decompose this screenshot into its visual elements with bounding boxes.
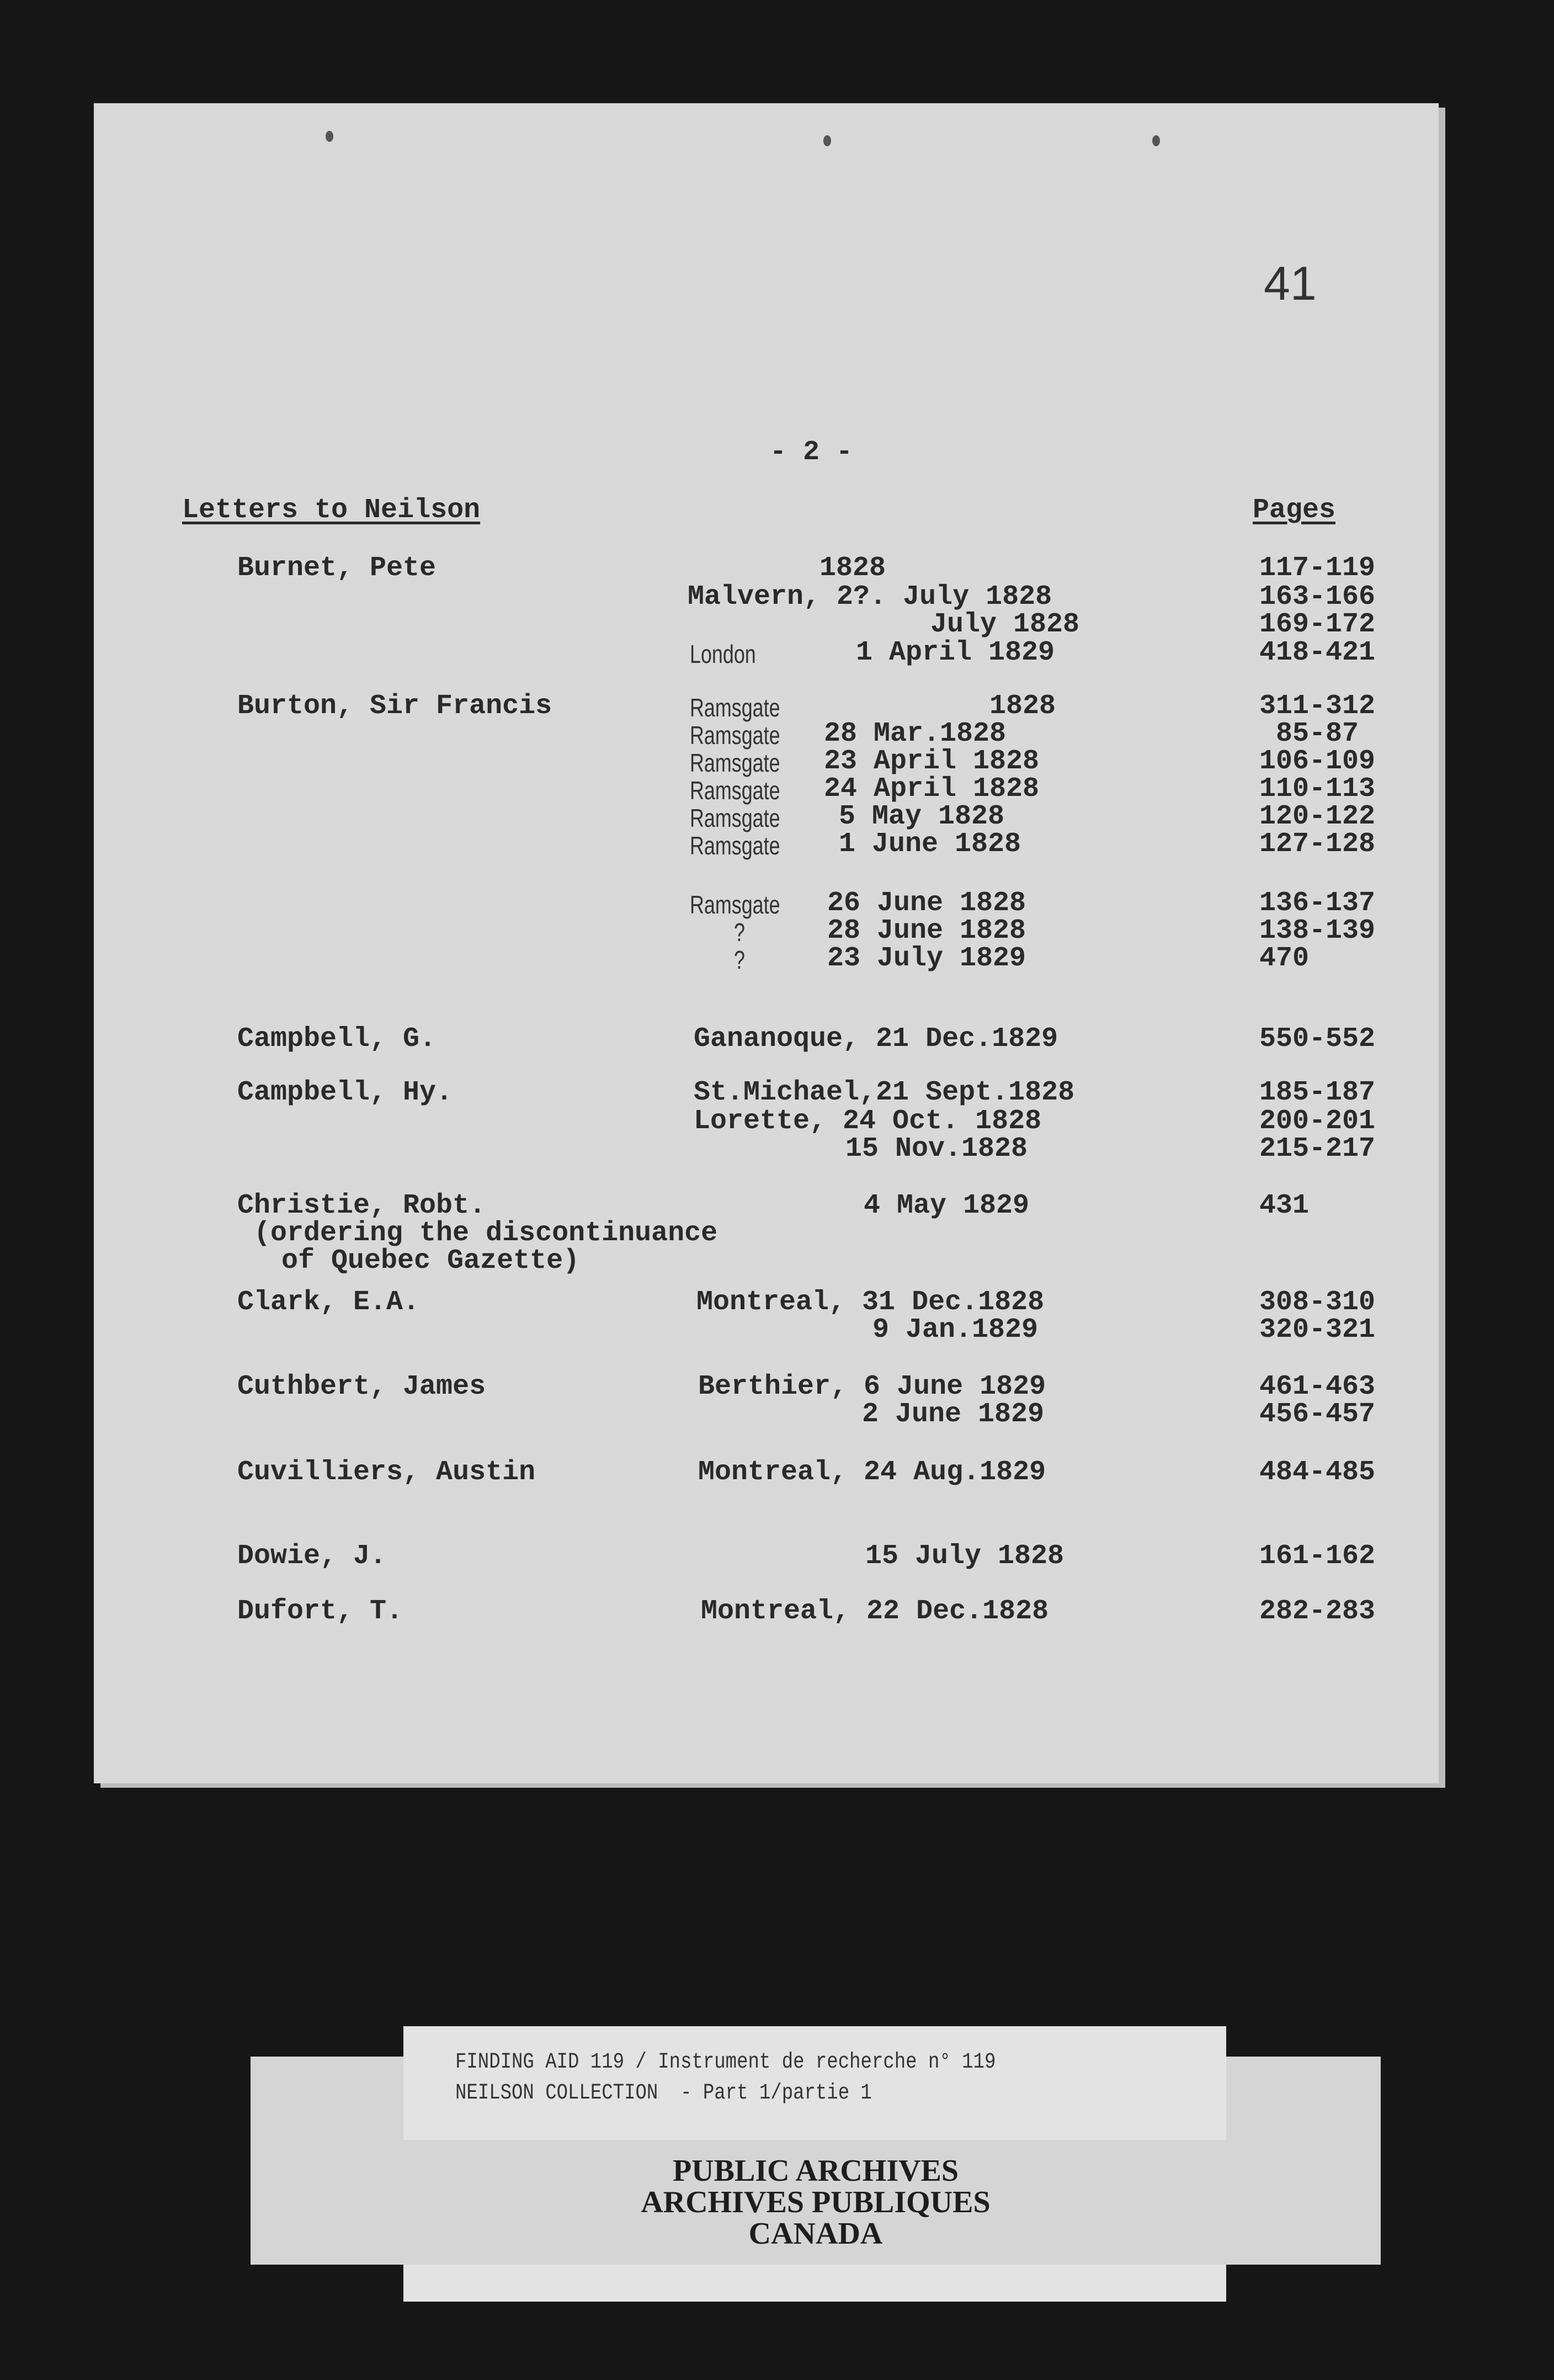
correspondent-name: Burton, Sir Francis [237, 690, 552, 722]
correspondent-name: Cuvilliers, Austin [237, 1457, 536, 1488]
letter-date: 28 Mar.1828 [824, 718, 1007, 750]
letter-pages: 311-312 [1259, 690, 1376, 722]
letter-pages: 418-421 [1259, 637, 1376, 668]
pages-heading: Pages [1253, 495, 1336, 526]
folio-number: 41 [1264, 257, 1317, 310]
correspondent-name: Clark, E.A. [237, 1287, 420, 1318]
correspondent-name: Dowie, J. [237, 1540, 387, 1572]
punch-hole [823, 135, 831, 146]
letter-date: Lorette, 24 Oct. 1828 [694, 1106, 1042, 1137]
correspondent-name: Campbell, Hy. [237, 1077, 453, 1108]
letter-date: 1828 [819, 552, 886, 584]
letter-pages: 470 [1259, 943, 1310, 974]
label-line-2: NEILSON COLLECTION - Part 1/partie 1 [455, 2081, 872, 2106]
letter-place: London [690, 640, 756, 668]
letter-place: ? [734, 918, 745, 947]
letter-date: Berthier, 6 June 1829 [698, 1371, 1046, 1402]
letter-place: Ramsgate [690, 748, 780, 777]
letter-date: Malvern, 2?. July 1828 [688, 581, 1052, 613]
letter-date: 1 April 1829 [856, 637, 1055, 668]
letter-pages: 163-166 [1259, 581, 1376, 613]
entry-note: of Quebec Gazette) [281, 1245, 580, 1277]
page-marker: - 2 - [770, 437, 853, 468]
letter-pages: 320-321 [1259, 1314, 1376, 1346]
letter-place: Ramsgate [690, 890, 780, 919]
letter-place: Ramsgate [690, 804, 780, 832]
letter-date: 15 July 1828 [865, 1540, 1065, 1572]
letter-pages: 550-552 [1259, 1023, 1376, 1055]
letter-pages: 456-457 [1259, 1399, 1376, 1430]
letter-pages: 120-122 [1259, 801, 1376, 832]
document-page [94, 103, 1439, 1783]
letter-date: 5 May 1828 [839, 801, 1005, 832]
letter-date: 26 June 1828 [827, 888, 1026, 919]
letter-place: Ramsgate [690, 721, 780, 750]
letter-date: Montreal, 22 Dec.1828 [701, 1596, 1049, 1627]
letter-date: 9 Jan.1829 [872, 1314, 1039, 1346]
punch-hole [326, 131, 333, 142]
letter-pages: 110-113 [1259, 773, 1376, 805]
letter-date: St.Michael,21 Sept.1828 [694, 1077, 1075, 1108]
letter-date: 23 April 1828 [824, 746, 1040, 777]
letter-date: 4 May 1829 [864, 1190, 1030, 1221]
correspondent-name: Campbell, G. [237, 1023, 437, 1055]
correspondent-name: Cuthbert, James [237, 1371, 486, 1402]
correspondent-name: Christie, Robt. [237, 1190, 486, 1221]
letter-pages: 85-87 [1276, 718, 1359, 750]
letter-pages: 106-109 [1259, 746, 1376, 777]
letter-pages: 138-139 [1259, 915, 1376, 947]
letter-pages: 282-283 [1259, 1596, 1376, 1627]
letter-pages: 161-162 [1259, 1540, 1376, 1572]
letter-date: 1828 [989, 690, 1056, 722]
letter-date: 28 June 1828 [827, 915, 1026, 947]
letter-pages: 136-137 [1259, 888, 1376, 919]
letter-pages: 117-119 [1259, 552, 1376, 584]
letter-pages: 200-201 [1259, 1106, 1376, 1137]
letter-date: 15 Nov.1828 [845, 1133, 1028, 1165]
letter-date: 23 July 1829 [827, 943, 1026, 974]
punch-hole [1152, 135, 1160, 146]
letter-place: Ramsgate [690, 776, 780, 805]
letter-place: Ramsgate [690, 693, 780, 722]
archive-name-en: PUBLIC ARCHIVES [672, 2154, 959, 2188]
entry-note: (ordering the discontinuance [254, 1218, 718, 1249]
letter-place: ? [734, 945, 745, 974]
letter-pages: 185-187 [1259, 1077, 1376, 1108]
archive-name-fr: ARCHIVES PUBLIQUES [641, 2185, 991, 2219]
correspondent-name: Dufort, T. [237, 1596, 403, 1627]
letter-pages: 431 [1259, 1190, 1310, 1221]
section-heading: Letters to Neilson [182, 495, 481, 526]
letter-date: 24 April 1828 [824, 773, 1040, 805]
label-line-1: FINDING AID 119 / Instrument de recherche n° 119 [455, 2050, 996, 2075]
letter-place: Ramsgate [690, 831, 780, 860]
label-lower-strip [403, 2265, 1226, 2302]
finding-aid-label [403, 2026, 1226, 2140]
correspondent-name: Burnet, Pete [237, 552, 437, 584]
letter-pages: 127-128 [1259, 828, 1376, 860]
letter-pages: 461-463 [1259, 1371, 1376, 1402]
letter-date: 2 June 1829 [862, 1399, 1045, 1430]
letter-date: Gananoque, 21 Dec.1829 [694, 1023, 1058, 1055]
letter-pages: 215-217 [1259, 1133, 1376, 1165]
letter-pages: 169-172 [1259, 609, 1376, 640]
letter-date: July 1828 [930, 609, 1080, 640]
letter-pages: 308-310 [1259, 1287, 1376, 1318]
letter-date: 1 June 1828 [839, 828, 1021, 860]
country-name: CANADA [748, 2217, 883, 2251]
letter-pages: 484-485 [1259, 1457, 1376, 1488]
letter-date: Montreal, 24 Aug.1829 [698, 1457, 1046, 1488]
letter-date: Montreal, 31 Dec.1828 [696, 1287, 1045, 1318]
